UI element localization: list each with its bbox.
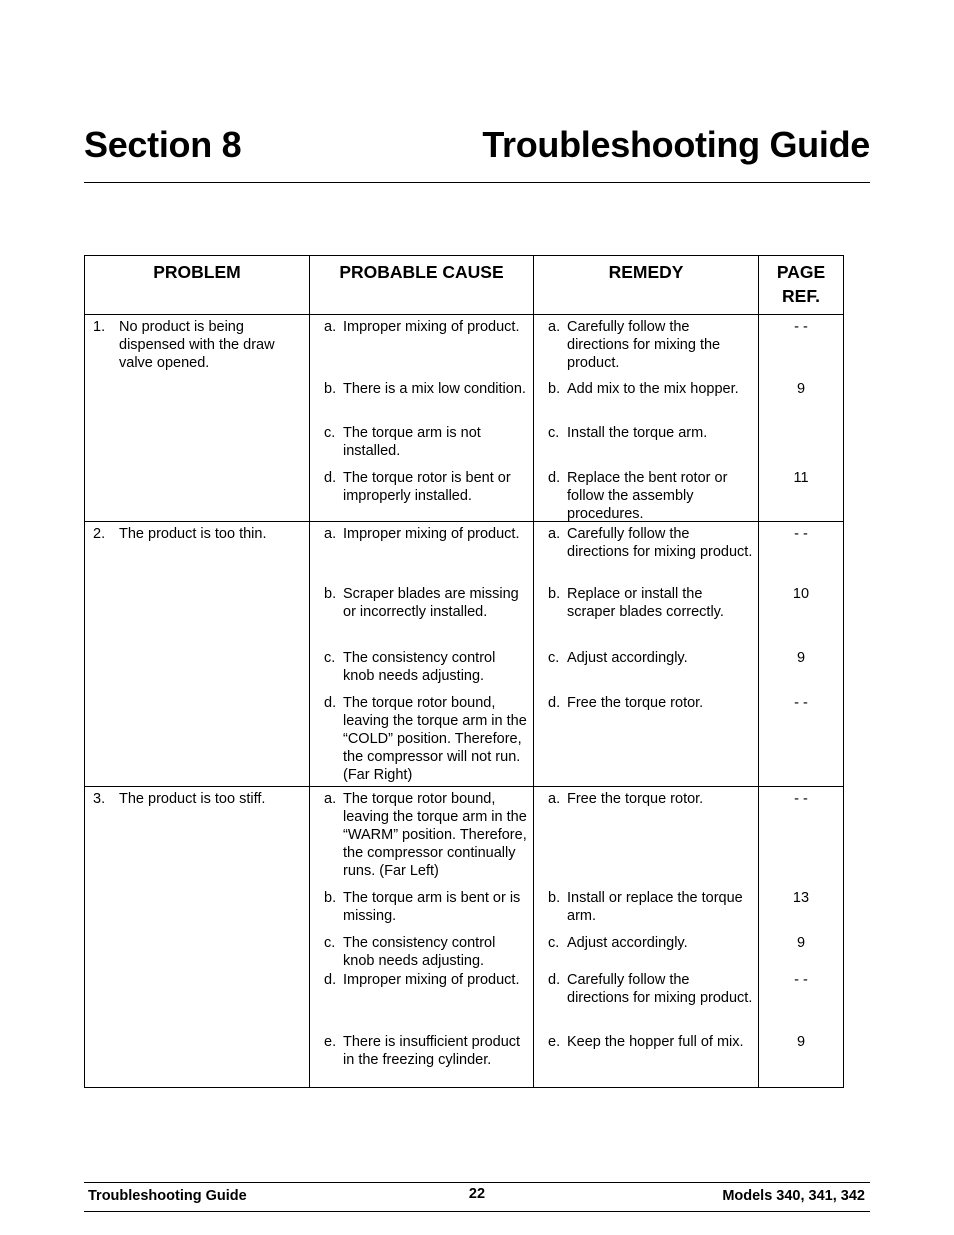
page-ref-value: 10	[792, 586, 810, 602]
troubleshooting-table	[84, 255, 844, 1088]
page-ref-cell	[759, 787, 844, 1088]
cause-text: The consistency control knob needs adjusting.	[343, 935, 496, 969]
remedy-text: Carefully follow the directions for mixing the product.	[567, 319, 721, 371]
remedy-text: Install or replace the torque arm.	[567, 890, 743, 924]
cause-item	[310, 424, 533, 469]
page-ref-value: - -	[794, 695, 808, 711]
page-ref-value: 9	[796, 1034, 806, 1050]
remedy-item	[534, 971, 758, 1033]
cause-letter: d.	[324, 470, 337, 486]
remedy-letter: c.	[548, 935, 560, 951]
remedy-text: Carefully follow the directions for mixing product.	[567, 972, 753, 1006]
page-ref-item	[759, 315, 843, 380]
remedy-item	[534, 315, 758, 380]
footer-left-title: Troubleshooting Guide	[88, 1188, 247, 1204]
remedy-item	[534, 787, 758, 889]
cause-letter: b.	[324, 586, 337, 602]
remedy-cell	[534, 787, 759, 1088]
footer-models: Models 340, 341, 342	[722, 1188, 865, 1204]
remedy-item	[534, 424, 758, 469]
page-ref-value: - -	[794, 319, 808, 335]
page-ref-value: 9	[796, 650, 806, 666]
remedy-item	[534, 522, 758, 585]
remedy-letter: c.	[548, 650, 560, 666]
cause-letter: c.	[324, 425, 336, 441]
problem-number: 2.	[93, 526, 106, 542]
remedy-item	[534, 649, 758, 694]
remedy-letter: b.	[548, 890, 561, 906]
remedy-letter: c.	[548, 425, 560, 441]
page-ref-item	[759, 649, 843, 694]
cause-letter: a.	[324, 526, 337, 542]
remedy-text: Add mix to the mix hopper.	[567, 381, 739, 397]
cause-item	[310, 585, 533, 649]
remedy-letter: a.	[548, 526, 561, 542]
remedy-text: Keep the hopper full of mix.	[567, 1034, 744, 1050]
table-header-row	[85, 256, 844, 315]
cause-item	[310, 934, 533, 971]
remedy-item	[534, 380, 758, 424]
remedy-letter: a.	[548, 791, 561, 807]
table-row	[85, 522, 844, 787]
cause-text: The torque rotor bound, leaving the torque arm in the “WARM” position. Therefore, the compressor continually runs. (Far Left)	[343, 791, 527, 879]
remedy-item	[534, 585, 758, 649]
problem-number: 3.	[93, 791, 106, 807]
footer-page-number: 22	[468, 1186, 486, 1202]
remedy-text: Adjust accordingly.	[567, 935, 688, 951]
page-ref-item	[759, 971, 843, 1033]
page-ref-value: 13	[792, 890, 810, 906]
remedy-item	[534, 469, 758, 521]
column-header-page-ref	[759, 256, 844, 315]
remedy-item	[534, 889, 758, 934]
table-row	[85, 315, 844, 522]
page-ref-value: 9	[796, 935, 806, 951]
column-header-remedy: REMEDY	[534, 256, 759, 315]
cause-text: The torque rotor bound, leaving the torque arm in the “COLD” position. Therefore, the compressor will not run. (Far Right)	[343, 695, 527, 783]
page-ref-value: 9	[796, 381, 806, 397]
column-header-problem: PROBLEM	[85, 256, 310, 315]
problem-number: 1.	[93, 319, 106, 335]
page-footer	[84, 1182, 870, 1212]
remedy-letter: e.	[548, 1034, 561, 1050]
remedy-letter: d.	[548, 470, 561, 486]
page-ref-item	[759, 424, 843, 469]
cause-cell	[310, 522, 534, 787]
remedy-text: Replace the bent rotor or follow the assembly procedures.	[567, 470, 728, 522]
page-ref-item	[759, 380, 843, 424]
cause-letter: b.	[324, 381, 337, 397]
page-ref-item	[759, 522, 843, 585]
cause-letter: a.	[324, 791, 337, 807]
cause-text: The torque rotor is bent or improperly installed.	[343, 470, 511, 504]
page-ref-item	[759, 889, 843, 934]
cause-letter: e.	[324, 1034, 337, 1050]
remedy-text: Free the torque rotor.	[567, 791, 704, 807]
page-ref-item	[759, 694, 843, 786]
problem-text: No product is being dispensed with the draw valve opened.	[119, 319, 275, 371]
problem-item	[93, 790, 303, 808]
page-ref-cell	[759, 522, 844, 787]
problem-cell	[85, 522, 310, 787]
remedy-text: Adjust accordingly.	[567, 650, 688, 666]
remedy-letter: a.	[548, 319, 561, 335]
page-ref-value: - -	[794, 972, 808, 988]
cause-letter: c.	[324, 650, 336, 666]
problem-item	[93, 525, 303, 543]
cause-letter: c.	[324, 935, 336, 951]
cause-letter: d.	[324, 695, 337, 711]
page-ref-item	[759, 1033, 843, 1087]
table-row	[85, 787, 844, 1088]
cause-item	[310, 787, 533, 889]
page-ref-item	[759, 585, 843, 649]
remedy-cell	[534, 315, 759, 522]
remedy-letter: b.	[548, 586, 561, 602]
cause-item	[310, 694, 533, 786]
cause-item	[310, 380, 533, 424]
column-header-probable-cause: PROBABLE CAUSE	[310, 256, 534, 315]
remedy-text: Install the torque arm.	[567, 425, 708, 441]
remedy-item	[534, 694, 758, 786]
remedy-text: Replace or install the scraper blades correctly.	[567, 586, 724, 620]
cause-item	[310, 971, 533, 1033]
page-ref-item	[759, 934, 843, 971]
cause-item	[310, 469, 533, 521]
cause-letter: b.	[324, 890, 337, 906]
page-ref-item	[759, 787, 843, 889]
cause-text: The consistency control knob needs adjusting.	[343, 650, 496, 684]
section-header	[84, 124, 870, 183]
problem-cell	[85, 787, 310, 1088]
cause-item	[310, 1033, 533, 1087]
problem-item	[93, 318, 303, 372]
section-number: Section 8	[84, 124, 242, 165]
page-ref-value: 11	[793, 470, 809, 486]
page-ref-label: PAGE REF.	[776, 262, 826, 306]
remedy-text: Free the torque rotor.	[567, 695, 704, 711]
page-ref-value: - -	[794, 791, 808, 807]
cause-text: The torque arm is bent or is missing.	[343, 890, 521, 924]
cause-text: Improper mixing of product.	[343, 319, 520, 335]
cause-text: Improper mixing of product.	[343, 972, 520, 988]
problem-text: The product is too stiff.	[119, 791, 266, 807]
problem-cell	[85, 315, 310, 522]
cause-text: Improper mixing of product.	[343, 526, 520, 542]
remedy-cell	[534, 522, 759, 787]
remedy-item	[534, 934, 758, 971]
cause-cell	[310, 787, 534, 1088]
cause-item	[310, 889, 533, 934]
cause-item	[310, 315, 533, 380]
remedy-letter: b.	[548, 381, 561, 397]
cause-text: The torque arm is not installed.	[343, 425, 481, 459]
remedy-text: Carefully follow the directions for mixing product.	[567, 526, 753, 560]
cause-text: Scraper blades are missing or incorrectly installed.	[343, 586, 519, 620]
remedy-item	[534, 1033, 758, 1087]
section-title: Troubleshooting Guide	[482, 124, 870, 165]
remedy-letter: d.	[548, 695, 561, 711]
page-ref-item	[759, 469, 843, 521]
remedy-letter: d.	[548, 972, 561, 988]
cause-text: There is a mix low condition.	[343, 381, 526, 397]
table-body	[85, 315, 844, 1088]
problem-text: The product is too thin.	[119, 526, 267, 542]
cause-text: There is insufficient product in the freezing cylinder.	[343, 1034, 521, 1068]
cause-letter: d.	[324, 972, 337, 988]
cause-item	[310, 522, 533, 585]
cause-letter: a.	[324, 319, 337, 335]
cause-cell	[310, 315, 534, 522]
cause-item	[310, 649, 533, 694]
page-ref-cell	[759, 315, 844, 522]
page-ref-value: - -	[794, 526, 808, 542]
